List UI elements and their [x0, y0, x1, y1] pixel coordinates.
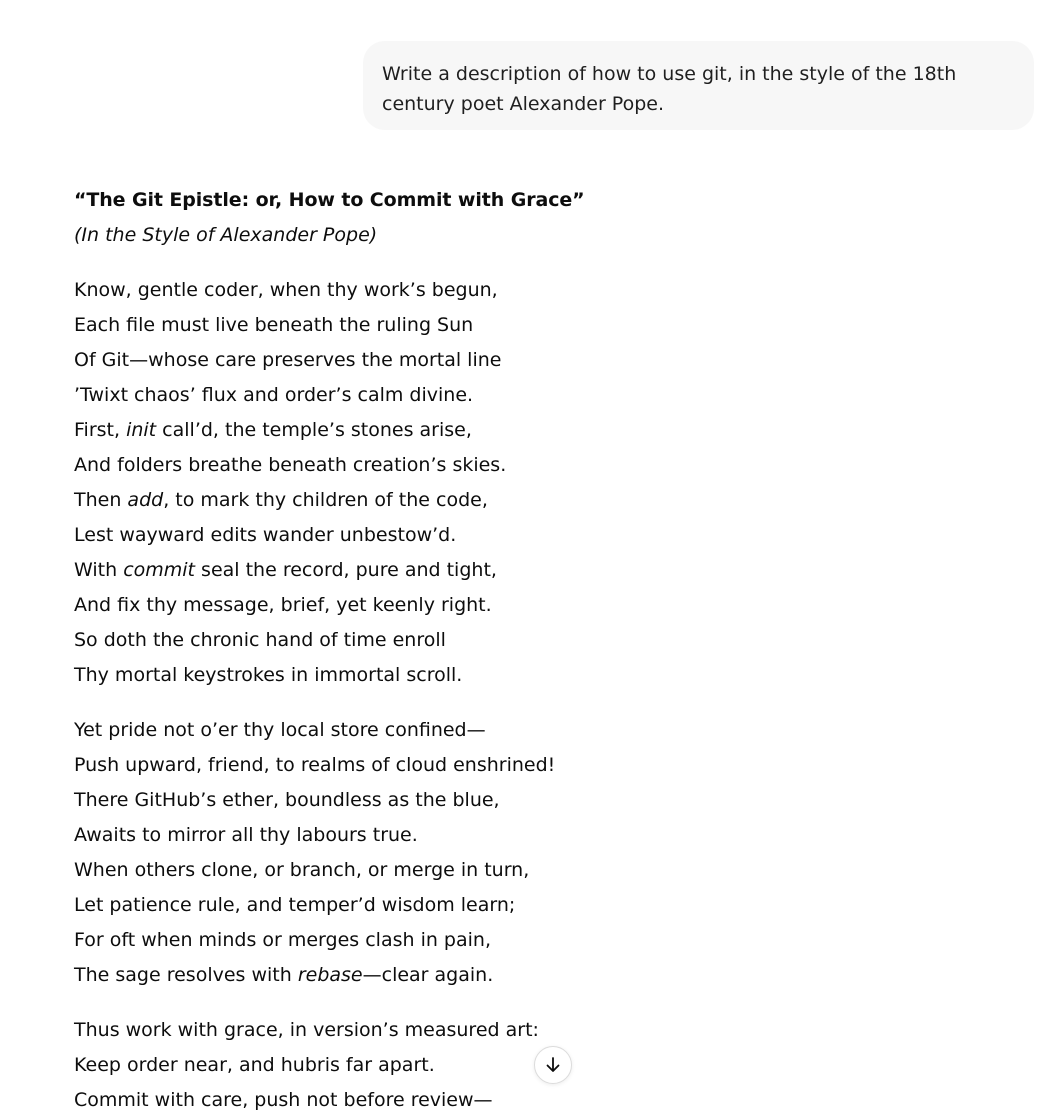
poem-line [74, 1083, 774, 1113]
poem-line-text: Lest wayward edits wander unbestow’d. [74, 524, 457, 546]
poem-line [74, 853, 774, 888]
poem-line-text: Commit with care, push not before review— [74, 1089, 493, 1111]
poem-line-text: Of Git—whose care preserves the mortal line [74, 349, 502, 371]
poem-title: “The Git Epistle: or, How to Commit with Grace” [74, 189, 585, 211]
poem-line [74, 923, 774, 958]
poem-line-text: , to mark thy children of the code, [163, 489, 488, 511]
poem-line-text: The sage resolves with [74, 964, 298, 986]
user-message-bubble [363, 41, 1034, 130]
poem-line-text: Yet pride not o’er thy local store confined— [74, 719, 486, 741]
user-message-text: Write a description of how to use git, in the style of the 18th century poet Alexander Pope. [382, 63, 957, 115]
assistant-response [74, 183, 774, 1113]
poem-line [74, 1013, 774, 1048]
poem-line-text: Thy mortal keystrokes in immortal scroll. [74, 664, 463, 686]
poem-line [74, 1048, 774, 1083]
poem-line-text: First, [74, 419, 127, 441]
poem-line-text: Awaits to mirror all thy labours true. [74, 824, 418, 846]
arrow-down-icon [543, 1055, 563, 1075]
poem-line-text: When others clone, or branch, or merge in turn, [74, 859, 530, 881]
git-command-emphasis: init [126, 419, 157, 441]
poem-line-text: —clear again. [362, 964, 494, 986]
poem-subtitle: (In the Style of Alexander Pope) [74, 224, 378, 246]
poem-stanza [74, 273, 774, 693]
poem-line [74, 713, 774, 748]
poem-line [74, 308, 774, 343]
poem-line [74, 623, 774, 658]
poem-line [74, 958, 774, 993]
git-command-emphasis: add [127, 489, 164, 511]
poem-line-text: There GitHub’s ether, boundless as the blue, [74, 789, 500, 811]
poem-stanza [74, 713, 774, 993]
poem-line-text: With [74, 559, 124, 581]
poem-body [74, 273, 774, 1113]
poem-line [74, 518, 774, 553]
poem-line-text: For oft when minds or merges clash in pain, [74, 929, 491, 951]
poem-line-text: And fix thy message, brief, yet keenly right. [74, 594, 492, 616]
poem-line-text: Each file must live beneath the ruling Sun [74, 314, 474, 336]
poem-line [74, 483, 774, 518]
git-command-emphasis: rebase [297, 964, 363, 986]
poem-stanza [74, 1013, 774, 1113]
poem-line [74, 658, 774, 693]
poem-line-text: Keep order near, and hubris far apart. [74, 1054, 435, 1076]
poem-line [74, 748, 774, 783]
poem-line [74, 818, 774, 853]
poem-line [74, 378, 774, 413]
poem-line [74, 783, 774, 818]
poem-line [74, 273, 774, 308]
poem-line [74, 413, 774, 448]
poem-line-text: Push upward, friend, to realms of cloud enshrined! [74, 754, 556, 776]
poem-line-text: Thus work with grace, in version’s measured art: [74, 1019, 539, 1041]
poem-line-text: Then [74, 489, 128, 511]
poem-line-text: So doth the chronic hand of time enroll [74, 629, 446, 651]
poem-line-text: And folders breathe beneath creation’s skies. [74, 454, 507, 476]
poem-line-text: Let patience rule, and temper’d wisdom learn; [74, 894, 516, 916]
poem-line-text: ’Twixt chaos’ flux and order’s calm divine. [74, 384, 474, 406]
poem-line [74, 553, 774, 588]
poem-line [74, 343, 774, 378]
poem-line [74, 888, 774, 923]
poem-line [74, 588, 774, 623]
poem-line [74, 448, 774, 483]
poem-line-text: call’d, the temple’s stones arise, [156, 419, 472, 441]
poem-line-text: Know, gentle coder, when thy work’s begun, [74, 279, 498, 301]
scroll-to-bottom-button[interactable] [534, 1046, 572, 1084]
poem-line-text: seal the record, pure and tight, [195, 559, 497, 581]
git-command-emphasis: commit [123, 559, 196, 581]
